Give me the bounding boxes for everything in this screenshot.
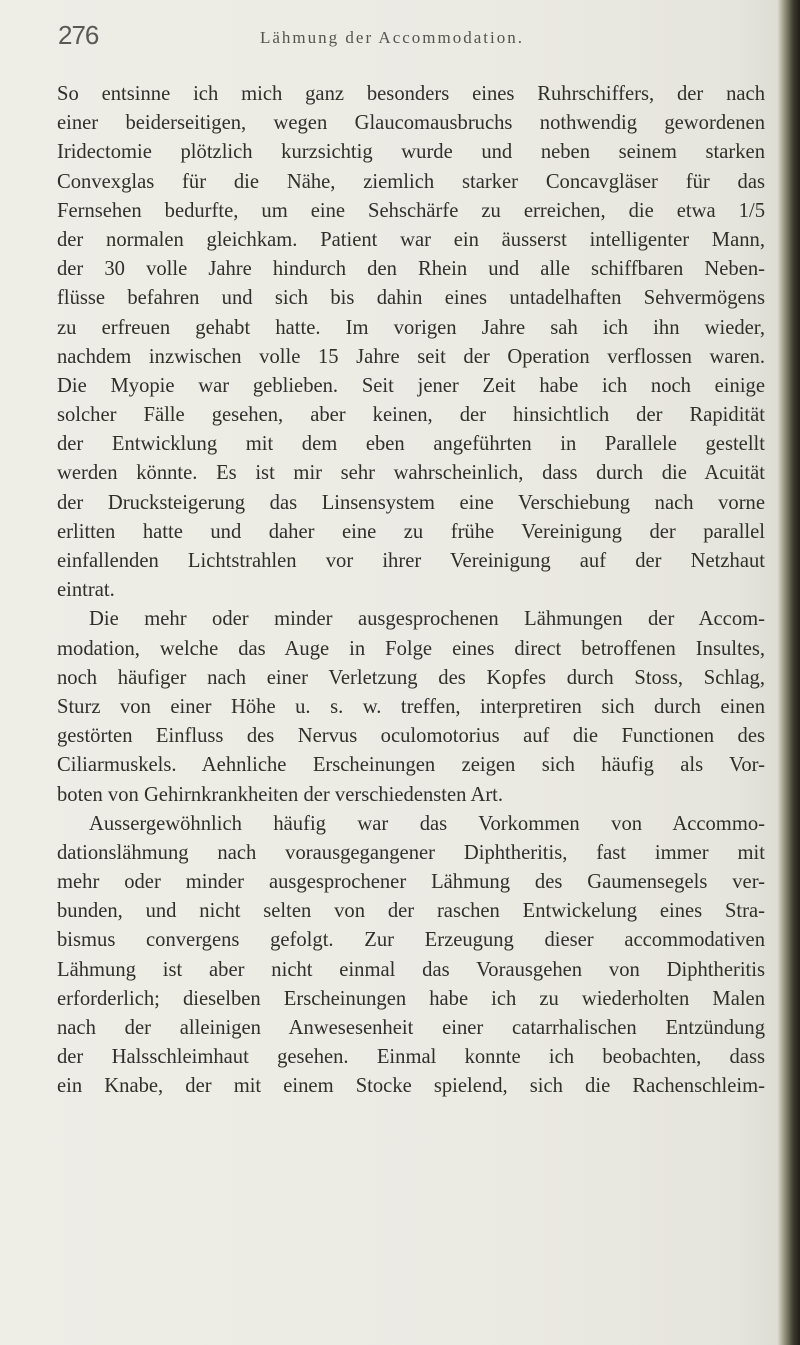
text-line: ein Knabe, der mit einem Stocke spielend, sich die Rachenschleim-	[57, 1075, 765, 1098]
text-line: bismus convergens gefolgt. Zur Erzeugung dieser accommodativen	[57, 929, 765, 952]
text-line: nachdem inzwischen volle 15 Jahre seit der Operation verflossen waren.	[57, 345, 765, 368]
text-line: einer beiderseitigen, wegen Glaucomausbruchs nothwendig gewordenen	[57, 112, 765, 135]
text-line: Lähmung ist aber nicht einmal das Vorausgehen von Diphtheritis	[57, 958, 765, 981]
text-line: eintrat.	[57, 579, 115, 602]
page-edge-shadow	[778, 0, 800, 1345]
text-line: So entsinne ich mich ganz besonders eines Ruhrschiffers, der nach	[57, 83, 765, 105]
text-line: der 30 volle Jahre hindurch den Rhein und alle schiffbaren Neben-	[57, 258, 765, 281]
text-line: dationslähmung nach vorausgegangener Diphtheritis, fast immer mit	[57, 841, 765, 864]
text-line: einfallenden Lichtstrahlen vor ihrer Vereinigung auf der Netzhaut	[57, 550, 765, 572]
text-line: nach der alleinigen Anwesesenheit einer catarrhalischen Entzündung	[57, 1017, 765, 1039]
text-line: zu erfreuen gehabt hatte. Im vorigen Jahre sah ich ihn wieder,	[57, 316, 765, 339]
text-line: Convexglas für die Nähe, ziemlich starker Concavgläser für das	[57, 170, 765, 193]
text-line: Aussergewöhnlich häufig war das Vorkommen von Accommo-	[89, 812, 765, 835]
text-line: Fernsehen bedurfte, um eine Sehschärfe zu erreichen, die etwa 1/5	[57, 199, 765, 222]
text-line: boten von Gehirnkrankheiten der verschiedensten Art.	[57, 783, 504, 806]
text-line: der Halsschleimhaut gesehen. Einmal konnte ich beobachten, dass	[57, 1046, 765, 1069]
text-line: bunden, und nicht selten von der raschen Entwickelung eines Stra-	[57, 900, 765, 923]
text-line: erforderlich; dieselben Erscheinungen habe ich zu wiederholten Malen	[57, 987, 765, 1010]
text-line: erlitten hatte und daher eine zu frühe Vereinigung der parallel	[57, 520, 765, 543]
text-line: noch häufiger nach einer Verletzung des Kopfes durch Stoss, Schlag,	[57, 666, 765, 689]
body-text	[57, 80, 765, 1102]
text-line: gestörten Einfluss des Nervus oculomotorius auf die Functionen des	[57, 725, 765, 748]
text-line: mehr oder minder ausgesprochener Lähmung des Gaumensegels ver-	[57, 871, 765, 894]
text-line: Sturz von einer Höhe u. s. w. treffen, interpretiren sich durch einen	[57, 695, 765, 718]
text-line: Die mehr oder minder ausgesprochenen Lähmungen der Accom-	[89, 608, 765, 631]
text-line: Iridectomie plötzlich kurzsichtig wurde und neben seinem starken	[57, 141, 765, 164]
text-line: der Drucksteigerung das Linsensystem eine Verschiebung nach vorne	[57, 491, 765, 514]
page-number: 276	[58, 20, 99, 50]
running-title: Lähmung der Accommodation.	[260, 28, 524, 47]
text-line: solcher Fälle gesehen, aber keinen, der hinsichtlich der Rapidität	[57, 404, 765, 427]
text-line: Ciliarmuskels. Aehnliche Erscheinungen zeigen sich häufig als Vor-	[57, 754, 765, 777]
text-line: werden könnte. Es ist mir sehr wahrscheinlich, dass durch die Acuität	[57, 462, 765, 485]
text-line: flüsse befahren und sich bis dahin eines untadelhaften Sehvermögens	[57, 287, 765, 310]
text-line: der Entwicklung mit dem eben angeführten in Parallele gestellt	[57, 433, 765, 456]
text-line: modation, welche das Auge in Folge eines direct betroffenen Insultes,	[57, 637, 765, 660]
page-header	[58, 20, 778, 54]
text-line: der normalen gleichkam. Patient war ein äusserst intelligenter Mann,	[57, 228, 765, 251]
text-line: Die Myopie war geblieben. Seit jener Zeit habe ich noch einige	[57, 374, 765, 397]
